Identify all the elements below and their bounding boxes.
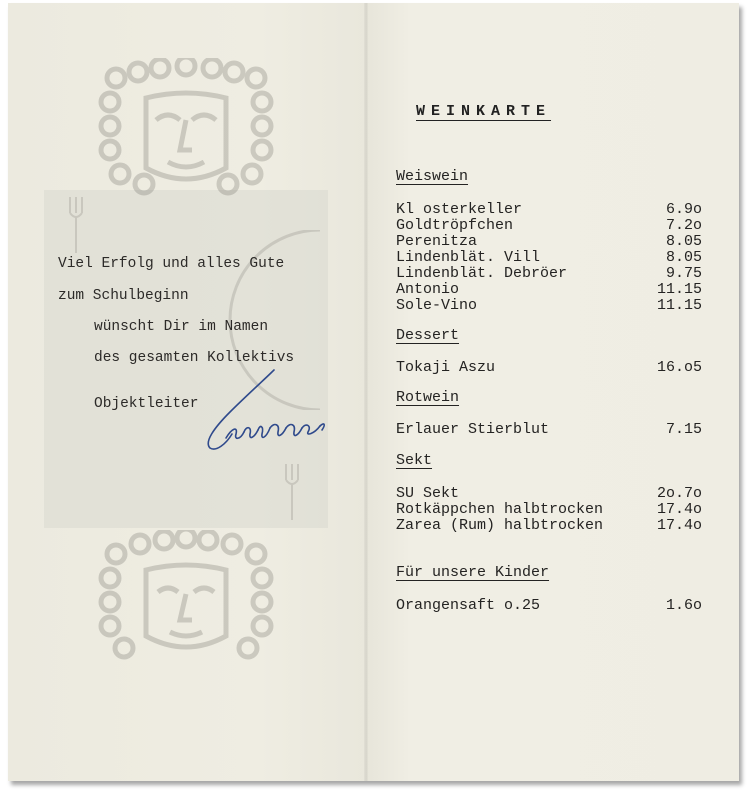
item-name: Lindenblät. Debröer — [396, 265, 568, 282]
item-price: 7.15 — [665, 421, 702, 438]
item-name: Perenitza — [396, 233, 478, 250]
section-heading: Weiswein — [396, 168, 469, 185]
item-name: Lindenblät. Vill — [396, 249, 541, 266]
item-name: Zarea (Rum) halbtrocken — [396, 517, 604, 534]
item-name: Orangensaft o.25 — [396, 597, 541, 614]
signatory-role: Objektleiter — [94, 396, 199, 412]
list-item — [396, 249, 702, 265]
item-price: 8.05 — [665, 249, 702, 266]
fork-icon — [282, 462, 302, 522]
list-item — [396, 201, 702, 217]
item-name: Rotkäppchen halbtrocken — [396, 501, 604, 518]
item-price: 9.75 — [665, 265, 702, 282]
item-name: Goldtröpfchen — [396, 217, 514, 234]
page-fold — [364, 3, 368, 781]
item-price: 11.15 — [656, 297, 702, 314]
section-heading: Dessert — [396, 327, 460, 344]
list-item — [396, 421, 702, 437]
item-name: Sole-Vino — [396, 297, 478, 314]
watermark-face-top-icon — [96, 58, 276, 198]
greeting-line-3: wünscht Dir im Namen — [94, 319, 269, 335]
fork-icon — [66, 195, 86, 255]
item-price: 17.4o — [656, 501, 702, 518]
section-heading: Sekt — [396, 452, 433, 469]
list-item — [396, 485, 702, 501]
list-item — [396, 281, 702, 297]
handwritten-signature — [196, 368, 336, 458]
list-item — [396, 297, 702, 313]
item-name: Tokaji Aszu — [396, 359, 496, 376]
item-name: Kl osterkeller — [396, 201, 523, 218]
item-price: 1.6o — [665, 597, 702, 614]
item-price: 16.o5 — [656, 359, 702, 376]
section-heading: Für unsere Kinder — [396, 564, 550, 581]
section-heading: Rotwein — [396, 389, 460, 406]
list-item — [396, 217, 702, 233]
page-title: WEINKARTE — [416, 103, 552, 120]
item-name: SU Sekt — [396, 485, 460, 502]
item-price: 17.4o — [656, 517, 702, 534]
item-price: 11.15 — [656, 281, 702, 298]
greeting-line-2: zum Schulbeginn — [58, 288, 189, 304]
list-item — [396, 233, 702, 249]
list-item — [396, 597, 702, 613]
item-price: 8.05 — [665, 233, 702, 250]
list-item — [396, 501, 702, 517]
item-price: 7.2o — [665, 217, 702, 234]
item-name: Antonio — [396, 281, 460, 298]
list-item — [396, 359, 702, 375]
watermark-face-bottom-icon — [96, 530, 276, 670]
greeting-line-4: des gesamten Kollektivs — [94, 350, 295, 366]
list-item — [396, 517, 702, 533]
list-item — [396, 265, 702, 281]
item-price: 2o.7o — [656, 485, 702, 502]
item-name: Erlauer Stierblut — [396, 421, 550, 438]
item-price: 6.9o — [665, 201, 702, 218]
greeting-line-1: Viel Erfolg und alles Gute — [58, 256, 285, 272]
